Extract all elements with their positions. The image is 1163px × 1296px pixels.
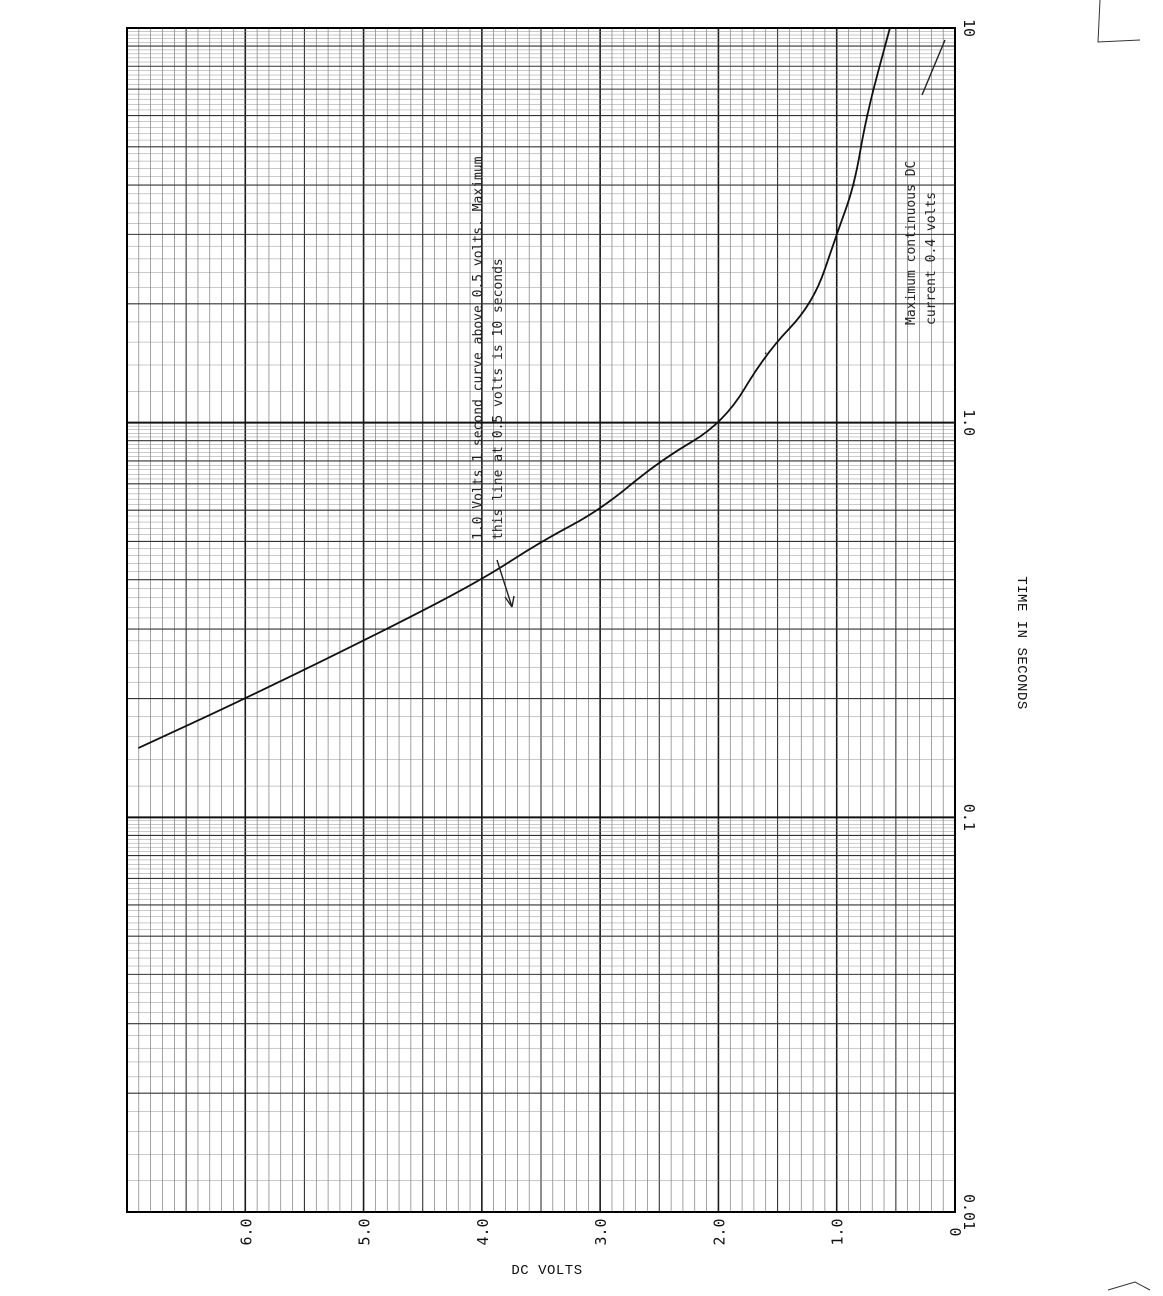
series-point xyxy=(244,698,246,700)
y-tick-label: 5.0 xyxy=(355,1218,374,1246)
annotation-2-line2: current 0.4 volts xyxy=(924,191,939,325)
y-tick-label: 3.0 xyxy=(592,1218,611,1246)
series-point xyxy=(836,234,838,236)
series-point xyxy=(481,579,483,581)
annotation-1-arrow xyxy=(497,560,512,607)
series-point xyxy=(889,27,891,29)
grid xyxy=(127,28,955,1212)
series-point xyxy=(599,509,601,511)
scan-mark-top-right xyxy=(1098,0,1140,42)
series-point xyxy=(765,352,767,354)
annotation-1-line2: this line at 0.5 volts is 10 seconds xyxy=(491,258,506,540)
scan-mark-bottom-right xyxy=(1108,1282,1150,1290)
annotation-2-line1: Maximum continuous DC xyxy=(904,160,919,325)
y-tick-label: 6.0 xyxy=(237,1218,256,1246)
series-point xyxy=(138,747,140,749)
annotation-1-line1: 1.0 Volts 1 second curve above 0.5 volts. Maximum xyxy=(471,156,486,540)
y-tick-label: 0 xyxy=(947,1227,965,1237)
annotation-2-arrow xyxy=(922,40,945,95)
series-point xyxy=(812,303,814,305)
series-point xyxy=(658,460,660,462)
x-tick-label: 0.1 xyxy=(960,803,978,831)
y-tick-label: 1.0 xyxy=(828,1218,847,1246)
y-tick-label: 4.0 xyxy=(473,1218,492,1246)
y-axis-label: DC VOLTS xyxy=(511,1263,583,1279)
annotation-1 xyxy=(471,156,514,607)
series-point xyxy=(865,115,867,117)
series-point xyxy=(854,184,856,186)
x-tick-label: 0.01 xyxy=(960,1193,978,1231)
y-tick-label: 2.0 xyxy=(710,1218,729,1246)
x-axis-label: TIME IN SECONDS xyxy=(1013,576,1029,710)
x-tick-label: 1.0 xyxy=(960,409,978,437)
annotation-2 xyxy=(904,40,945,325)
series-point xyxy=(724,422,726,424)
series-point xyxy=(386,628,388,630)
x-tick-label: 10 xyxy=(960,18,978,38)
series-point xyxy=(540,541,542,543)
